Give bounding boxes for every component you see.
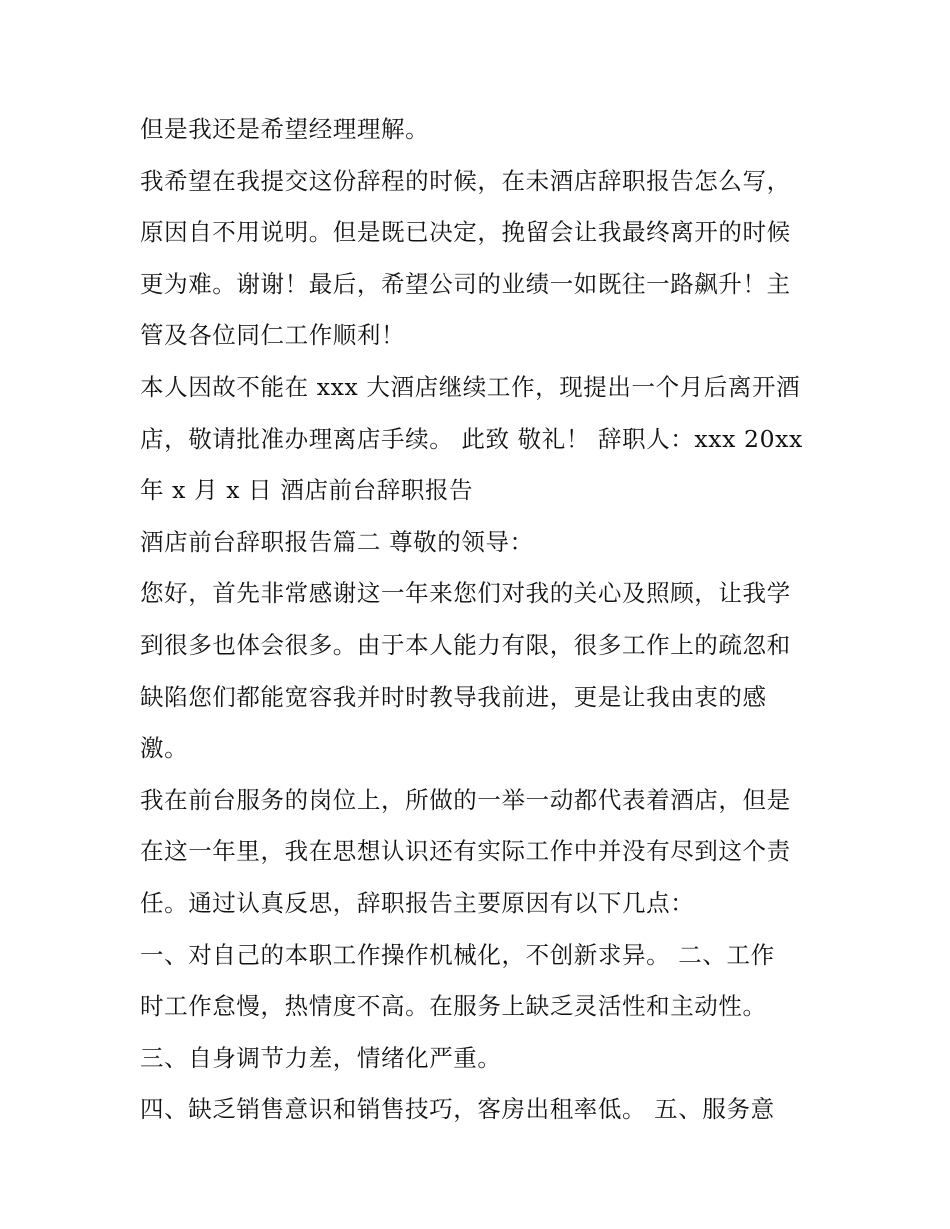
text-line: 店，敬请批准办理离店手续。 此致 敬礼！ 辞职人：xxx 20xx bbox=[140, 424, 803, 453]
text-line: 激。 bbox=[140, 734, 189, 763]
text-line: 在这一年里，我在思想认识还有实际工作中并没有尽到这个责 bbox=[140, 837, 791, 866]
list-item: 三、自身调节力差，情绪化严重。 bbox=[140, 1043, 502, 1072]
list-item: 时工作怠慢，热情度不高。在服务上缺乏灵活性和主动性。 bbox=[140, 992, 767, 1021]
text-line: 任。通过认真反思，辞职报告主要原因有以下几点： bbox=[140, 888, 695, 917]
text-line: 管及各位同仁工作顺利！ bbox=[140, 321, 406, 350]
text-line: 但是我还是希望经理理解。 bbox=[140, 115, 430, 143]
section-heading: 酒店前台辞职报告篇二 尊敬的领导： bbox=[140, 527, 534, 556]
list-item: 四、缺乏销售意识和销售技巧，客房出租率低。 五、服务意 bbox=[140, 1095, 775, 1124]
text-line: 本人因故不能在 xxx 大酒店继续工作，现提出一个月后离开酒 bbox=[140, 372, 801, 401]
text-line: 到很多也体会很多。由于本人能力有限，很多工作上的疏忽和 bbox=[140, 630, 791, 659]
text-line: 年 x 月 x 日 酒店前台辞职报告 bbox=[140, 476, 474, 505]
text-line: 缺陷您们都能宽容我并时时教导我前进，更是让我由衷的感 bbox=[140, 682, 767, 711]
body-text bbox=[140, 104, 820, 1136]
text-line: 您好，首先非常感谢这一年来您们对我的关心及照顾，让我学 bbox=[140, 579, 791, 608]
text-line: 我希望在我提交这份辞程的时候，在未酒店辞职报告怎么写， bbox=[140, 166, 791, 195]
text-line: 原因自不用说明。但是既已决定，挽留会让我最终离开的时候 bbox=[140, 218, 791, 247]
text-line: 我在前台服务的岗位上，所做的一举一动都代表着酒店，但是 bbox=[140, 785, 791, 814]
list-item: 一、对自己的本职工作操作机械化，不创新求异。 二、工作 bbox=[140, 940, 775, 969]
text-line: 更为难。谢谢！最后，希望公司的业绩一如既往一路飙升！主 bbox=[140, 269, 791, 298]
